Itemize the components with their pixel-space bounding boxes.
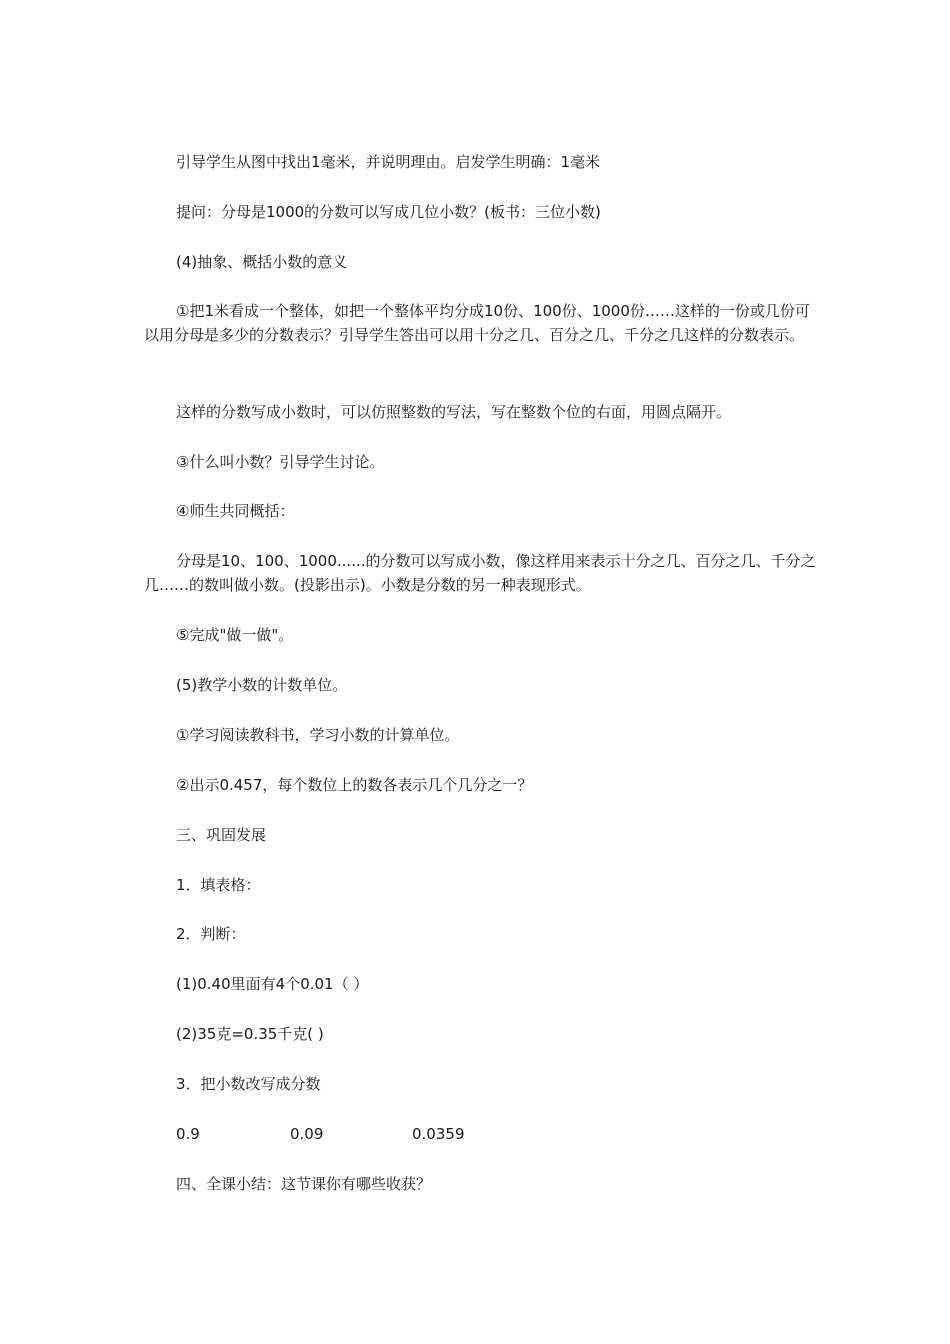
judgment-item-1: (1)0.40里面有4个0.01（ ） — [176, 975, 369, 993]
paragraph-9: ①学习阅读教科书，学习小数的计算单位。 — [176, 726, 460, 744]
judgment-item-2: (2)35克=0.35千克( ) — [176, 1025, 324, 1043]
paragraph-8: ⑤完成"做一做"。 — [176, 626, 294, 644]
paragraph-5: ③什么叫小数？引导学生讨论。 — [176, 453, 385, 471]
paragraph-4: 这样的分数写成小数时，可以仿照整数的写法，写在整数个位的右面，用圆点隔开。 — [176, 403, 732, 421]
exercise-3: 3．把小数改写成分数 — [176, 1075, 321, 1093]
paragraph-2: 提问：分母是1000的分数可以写成几位小数？(板书：三位小数) — [176, 203, 601, 221]
section-heading-3: 三、巩固发展 — [176, 826, 267, 844]
paragraph-3: ①把1米看成一个整体，如把一个整体平均分成10份、100份、1000份……这样的一份或几份可以用分母是多少的分数表示？引导学生答出可以用十分之几、百分之几、千分之几这样的分数表示。 — [144, 302, 810, 344]
decimal-value-2: 0.09 — [290, 1125, 324, 1143]
exercise-2: 2．判断： — [176, 925, 246, 943]
decimal-value-1: 0.9 — [176, 1125, 200, 1143]
paragraph-6: ④师生共同概括： — [176, 502, 295, 520]
exercise-1: 1．填表格： — [176, 876, 261, 894]
paragraph-7: 分母是10、100、1000......的分数可以写成小数，像这样用来表示十分之几、百分之几、千分之几……的数叫做小数。(投影出示)。小数是分数的另一种表现形式。 — [144, 552, 816, 594]
paragraph-10: ②出示0.457，每个数位上的数各表示几个几分之一？ — [176, 776, 533, 794]
closing-summary: 四、全课小结：这节课你有哪些收获？ — [176, 1175, 432, 1193]
decimal-value-3: 0.0359 — [412, 1125, 465, 1143]
section-heading-4: (4)抽象、概括小数的意义 — [176, 253, 348, 271]
paragraph-1: 引导学生从图中找出1毫米，并说明理由。启发学生明确：1毫米 — [176, 153, 601, 171]
section-heading-5: (5)教学小数的计数单位。 — [176, 676, 348, 694]
